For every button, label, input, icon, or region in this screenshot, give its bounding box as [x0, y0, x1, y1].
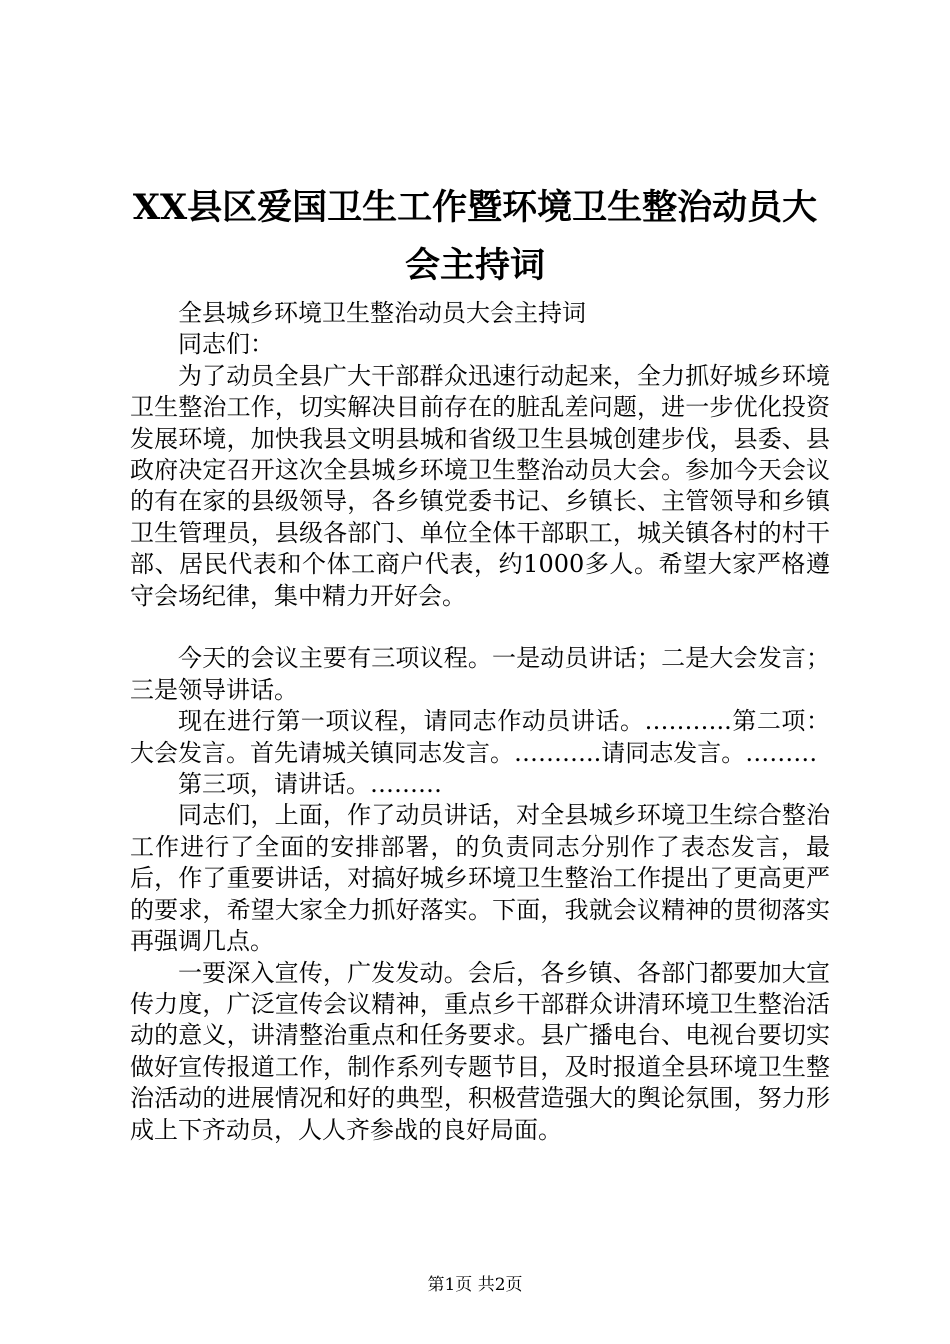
- document-title-line-2: 会主持词: [404, 245, 545, 286]
- paragraph-point-one: 一要深入宣传，广发发动。会后，各乡镇、各部门都要加大宣传力度，广泛宣传会议精神，重点乡干部群众讲清环境卫生整治活动的意义，讲清整治重点和任务要求。县广播电台、电视台要切实做好宣传报道工作，制作系列专题节目，及时报道全县环境卫生整治活动的进展情况和好的典型，积极营造强大的舆论氛围，努力形成上下齐动员，人人齐参战的良好局面。: [130, 958, 830, 1144]
- paragraph-first-item: 现在进行第一项议程，请同志作动员讲话。………..第二项：大会发言。首先请城关镇同志发言。………..请同志发言。………: [130, 707, 830, 767]
- paragraph-summary: 同志们，上面，作了动员讲话，对全县城乡环境卫生综合整治工作进行了全面的安排部署，的负责同志分别作了表态发言，最后，作了重要讲话，对搞好城乡环境卫生整治工作提出了更高更严的要求，希望大家全力抓好落实。下面，我就会议精神的贯彻落实再强调几点。: [130, 801, 830, 956]
- paragraph-gap: [130, 612, 830, 643]
- page-footer: 第1页 共2页: [427, 1275, 523, 1295]
- paragraph-opening: 为了动员全县广大干部群众迅速行动起来，全力抓好城乡环境卫生整治工作，切实解决目前存在的脏乱差问题，进一步优化投资发展环境，加快我县文明县城和省级卫生县城创建步伐，县委、县政府决定召开这次全县城乡环境卫生整治动员大会。参加今天会议的有在家的县级领导，各乡镇党委书记、乡镇长、主管领导和乡镇卫生管理员，县级各部门、单位全体干部职工，城关镇各村的村干部、居民代表和个体工商户代表，约1000多人。希望大家严格遵守会场纪律，集中精力开好会。: [130, 361, 830, 610]
- paragraph-agenda: 今天的会议主要有三项议程。一是动员讲话；二是大会发言；三是领导讲话。: [130, 644, 830, 704]
- paragraph-third-item: 第三项，请讲话。………: [178, 770, 442, 799]
- paragraph-salutation: 同志们：: [178, 330, 274, 359]
- document-body: [130, 298, 830, 1146]
- document-title-line-1: XX县区爱国卫生工作暨环境卫生整治动员大: [132, 187, 818, 228]
- paragraph-subtitle: 全县城乡环境卫生整治动员大会主持词: [178, 299, 586, 327]
